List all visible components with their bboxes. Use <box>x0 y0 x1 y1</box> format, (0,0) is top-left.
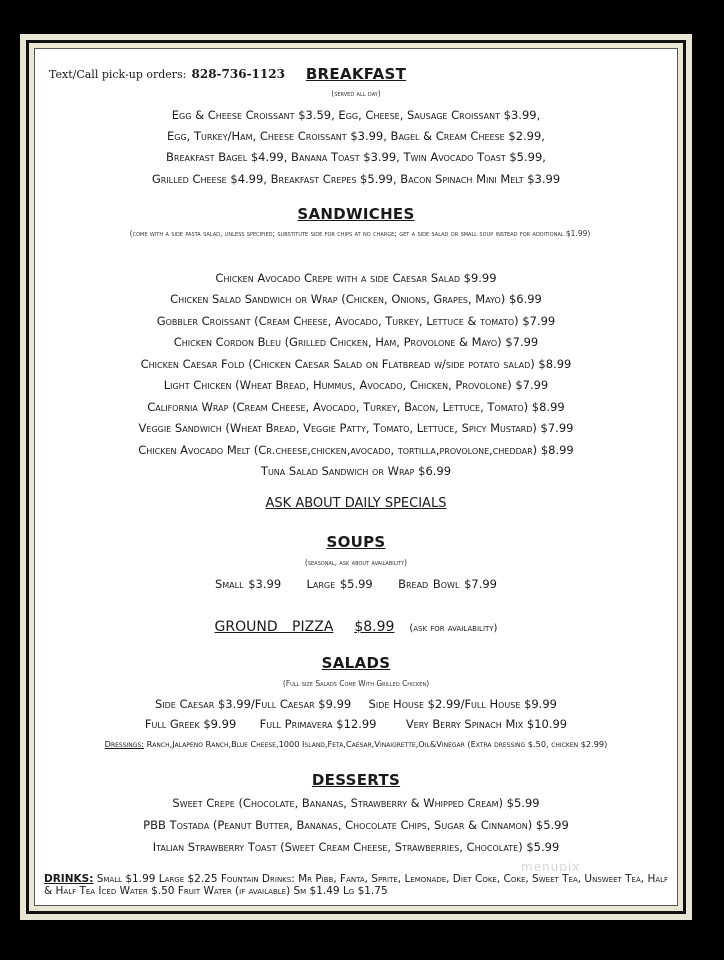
pizza-price: $8.99 <box>354 619 395 635</box>
soup-size: Small $3.99 <box>214 577 282 591</box>
sandwich-item: Chicken Caesar Fold (Chicken Caesar Salad on Flatbread w/side potato salad) $8.99 <box>140 357 572 371</box>
daily-specials-link: ASK ABOUT DAILY SPECIALS <box>265 496 447 511</box>
sandwich-item: California Wrap (Cream Cheese, Avocado, Turkey, Bacon, Lettuce, Tomato) $8.99 <box>147 400 565 414</box>
soup-sizes <box>35 577 677 591</box>
salads-row <box>35 717 677 731</box>
salad-item: Side Caesar $3.99/Full Caesar $9.99 <box>154 697 352 711</box>
phone-number: 828-736-1123 <box>191 67 285 81</box>
drinks-text: Small $1.99 Large $2.25 Fountain Drinks: Mr Pibb, Fanta, Sprite, Lemonade, Diet Coke, Coke, Sweet Tea, Unsweet Tea, Half & Half Tea Iced Water $.50 Fruit Water (if available) Sm $1.49 Lg $1.75 <box>44 873 669 897</box>
dessert-item: Italian Strawberry Toast (Sweet Cream Cheese, Strawberries, Chocolate) $5.99 <box>152 840 560 854</box>
menu-page <box>34 48 678 906</box>
dessert-item: Sweet Crepe (Chocolate, Bananas, Strawberry & Whipped Cream) $5.99 <box>172 796 540 810</box>
sandwich-item: Light Chicken (Wheat Bread, Hummus, Avocado, Chicken, Provolone) $7.99 <box>163 378 549 392</box>
sandwich-item: Chicken Avocado Crepe with a side Caesar Salad $9.99 <box>215 271 497 285</box>
pizza-availability: (ask for availability) <box>409 623 498 634</box>
breakfast-line: Egg, Turkey/Ham, Cheese Croissant $3.99, Bagel & Cream Cheese $2.99, <box>167 129 545 143</box>
menu-frame <box>20 34 692 920</box>
salad-item: Very Berry Spinach Mix $10.99 <box>405 717 568 731</box>
pizza-name: GROUND PIZZA <box>214 619 334 635</box>
drinks-section <box>44 873 674 897</box>
desserts-heading: DESSERTS <box>311 771 401 789</box>
soup-size: Large $5.99 <box>306 577 373 591</box>
breakfast-heading: BREAKFAST <box>305 65 407 83</box>
salad-item: Full Greek $9.99 <box>144 717 237 731</box>
dressings-label: Dressings: <box>104 739 144 749</box>
salad-item: Full Primavera $12.99 <box>259 717 377 731</box>
sandwiches-heading: SANDWICHES <box>297 205 415 223</box>
sandwich-item: Tuna Salad Sandwich or Wrap $6.99 <box>260 464 452 478</box>
salad-item: Side House $2.99/Full House $9.99 <box>368 697 557 711</box>
soups-note: (seasonal, ask about availability) <box>304 558 408 567</box>
soups-heading: SOUPS <box>326 533 386 551</box>
breakfast-line: Egg & Cheese Croissant $3.59, Egg, Cheese, Sausage Croissant $3.99, <box>171 108 541 122</box>
sandwich-item: Chicken Salad Sandwich or Wrap (Chicken, Onions, Grapes, Mayo) $6.99 <box>170 292 542 306</box>
dessert-item: PBB Tostada (Peanut Butter, Bananas, Chocolate Chips, Sugar & Cinnamon) $5.99 <box>143 818 569 832</box>
salads-note: (Full size Salads Come With Grilled Chicken) <box>282 679 430 688</box>
sandwich-item: Chicken Cordon Bleu (Grilled Chicken, Ham, Provolone & Mayo) $7.99 <box>173 335 539 349</box>
drinks-label: DRINKS: <box>44 873 94 885</box>
sandwiches-note: (come with a side pasta salad, unless specified; substitute side for chips at no charge; get a side salad or small soup instead for additional $1.99) <box>129 229 591 238</box>
breakfast-note: (served all day) <box>331 89 381 98</box>
sandwich-item: Veggie Sandwich (Wheat Bread, Veggie Patty, Tomato, Lettuce, Spicy Mustard) $7.99 <box>138 421 574 435</box>
watermark-logo: menupix <box>521 860 581 874</box>
sandwich-item: Gobbler Croissant (Cream Cheese, Avocado, Turkey, Lettuce & tomato) $7.99 <box>156 314 556 328</box>
sandwich-item: Chicken Avocado Melt (Cr.cheese,chicken,avocado, tortilla,provolone,cheddar) $8.99 <box>138 443 574 457</box>
dressings-line <box>35 739 677 749</box>
salads-row <box>35 697 677 711</box>
pizza-row <box>35 619 677 635</box>
dressings-list: Ranch,Jalapeno Ranch,Blue Cheese,1000 Island,Feta,Caesar,Vinaigrette,Oil&Vinegar (Extra dressing $.50, chicken $2.99) <box>146 739 608 749</box>
breakfast-line: Breakfast Bagel $4.99, Banana Toast $3.99, Twin Avocado Toast $5.99, <box>166 150 546 164</box>
soup-size: Bread Bowl $7.99 <box>398 577 497 591</box>
salads-heading: SALADS <box>321 654 391 672</box>
pickup-order-label: Text/Call pick-up orders: <box>49 68 187 81</box>
breakfast-line: Grilled Cheese $4.99, Breakfast Crepes $5.99, Bacon Spinach Mini Melt $3.99 <box>151 172 561 186</box>
